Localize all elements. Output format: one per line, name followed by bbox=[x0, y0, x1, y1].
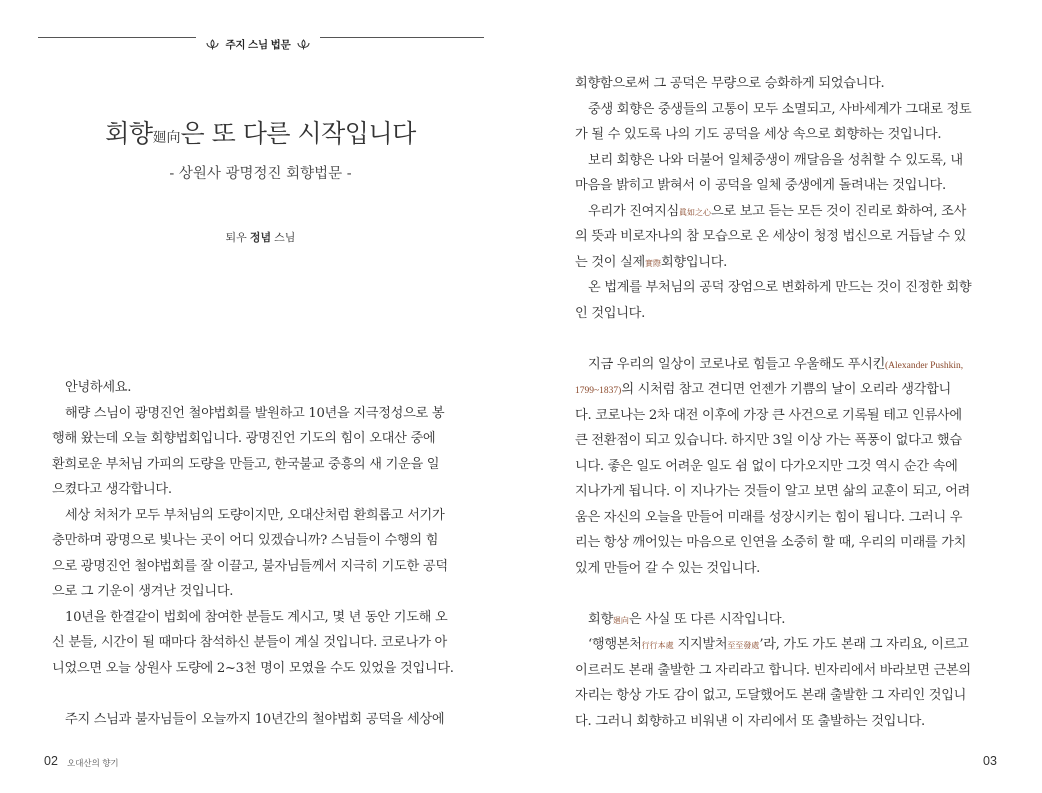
right-page bbox=[521, 0, 1042, 793]
text-line: 자리는 항상 가도 감이 없고, 도달했어도 본래 출발한 그 자리인 것입니 bbox=[575, 688, 967, 703]
text-line: 행해 왔는데 오늘 회향법회입니다. 광명진언 기도의 힘이 오대산 중에 bbox=[52, 431, 436, 446]
author-prefix: 퇴우 bbox=[225, 232, 250, 244]
paragraph-gap bbox=[575, 581, 991, 607]
text-line: 10년을 한결같이 법회에 참여한 분들도 계시고, 몇 년 동안 기도해 오 bbox=[65, 609, 448, 625]
text-line: 인 것입니다. bbox=[575, 305, 645, 321]
author-name: 정념 bbox=[249, 232, 272, 244]
text-line: 마음을 밝히고 밝혀서 이 공덕을 일체 중생에게 돌려내는 것입니다. bbox=[575, 178, 946, 193]
text-line: 있게 만들어 갈 수 있는 것입니다. bbox=[575, 560, 761, 576]
text-line: 큰 전환점이 되고 있습니다. 하지만 3일 이상 가는 폭풍이 없다고 했습 bbox=[575, 433, 962, 448]
left-body-text bbox=[52, 375, 470, 732]
text-line: 이르러도 본래 출발한 그 자리라고 합니다. 빈자리에서 바라보면 근본의 bbox=[575, 662, 971, 678]
text-line: 신 분들, 시간이 될 때마다 참석하신 분들이 계실 것입니다. 코로나가 아 bbox=[52, 635, 447, 650]
text-line: 니다. 좋은 일도 어려운 일도 쉼 없이 다가오지만 그것 역시 순간 속에 bbox=[575, 458, 958, 474]
hanja-annotation: 廻向 bbox=[612, 615, 629, 625]
text-line: 안녕하세요. bbox=[65, 380, 132, 395]
page-title bbox=[0, 114, 521, 150]
text-line bbox=[575, 607, 991, 633]
text-run: 회향 bbox=[588, 611, 613, 627]
lotus-icon bbox=[297, 39, 310, 50]
page-title-part: 회향 bbox=[105, 119, 153, 148]
publication-name: 오대산의 향기 bbox=[67, 758, 119, 768]
text-run: 으로 보고 듣는 모든 것이 진리로 화하여, 조사 bbox=[710, 203, 967, 219]
name-annotation: 1799~1837) bbox=[575, 386, 622, 396]
text-run: 지금 우리의 일상이 코로나로 힘들고 우울해도 푸시킨 bbox=[588, 356, 886, 372]
paragraph-gap bbox=[52, 681, 470, 707]
hanja-annotation: 至至發處 bbox=[727, 641, 760, 650]
right-body-text bbox=[575, 71, 991, 734]
text-line bbox=[575, 377, 991, 403]
text-run: ’라, 가도 가도 본래 그 자리요, 이르고 bbox=[759, 637, 969, 652]
section-header-title: 주지 스님 법문 bbox=[225, 38, 291, 51]
text-line bbox=[575, 199, 991, 225]
page-title-part: 은 또 다른 시작입니다 bbox=[180, 119, 416, 148]
hanja-annotation: 實際 bbox=[644, 258, 661, 268]
page-number-right: 03 bbox=[983, 754, 997, 768]
text-line: 의 뜻과 비로자나의 참 모습으로 온 세상이 청정 법신으로 거듭날 수 있 bbox=[575, 229, 967, 244]
text-line: 해량 스님이 광명진언 철야법회를 발원하고 10년을 지극정성으로 봉 bbox=[65, 405, 445, 421]
page-subtitle: - 상원사 광명정진 회향법문 - bbox=[169, 166, 352, 182]
text-line: 움은 자신의 오늘을 만들어 미래를 성장시키는 힘이 됩니다. 그러니 우 bbox=[575, 509, 963, 525]
lotus-icon bbox=[206, 39, 219, 50]
text-line: 가 될 수 있도록 나의 기도 공덕을 세상 속으로 회향하는 것입니다. bbox=[575, 127, 942, 142]
paragraph-gap bbox=[575, 326, 991, 352]
text-line: 온 법계를 부처님의 공덕 장엄으로 변화하게 만드는 것이 진정한 회향 bbox=[588, 280, 972, 295]
text-line: 으켰다고 생각합니다. bbox=[52, 482, 172, 497]
page-title-hanja: 廻向 bbox=[152, 130, 181, 146]
text-run: ‘행행본처 bbox=[588, 637, 642, 652]
text-line: 주지 스님과 불자님들이 오늘까지 10년간의 철야법회 공덕을 세상에 bbox=[65, 711, 445, 727]
text-line: 세상 처처가 모두 부처님의 도량이지만, 오대산처럼 환희롭고 서기가 bbox=[65, 507, 445, 523]
author-suffix: 스님 bbox=[271, 232, 296, 244]
text-run: 우리가 진여지심 bbox=[588, 203, 679, 219]
text-line: 니었으면 오늘 상원사 도량에 2~3천 명이 모였을 수도 있었을 것입니다. bbox=[52, 660, 454, 676]
text-run: 의 시처럼 참고 견디면 언젠가 기쁨의 날이 오리라 생각합니 bbox=[621, 382, 951, 397]
text-line: 으로 그 기운이 생겨난 것입니다. bbox=[52, 584, 234, 599]
text-line: 보리 회향은 나와 더불어 일체중생이 깨달음을 성취할 수 있도록, 내 bbox=[588, 152, 963, 168]
text-line: 회향함으로써 그 공덕은 무량으로 승화하게 되었습니다. bbox=[575, 76, 885, 91]
text-line: 충만하며 광명으로 빛나는 곳이 어디 있겠습니까? 스님들이 수행의 힘 bbox=[52, 533, 439, 548]
text-line: 다. 코로나는 2차 대전 이후에 가장 큰 사건으로 기록될 테고 인류사에 bbox=[575, 407, 962, 423]
text-run: 은 사실 또 다른 시작입니다. bbox=[628, 611, 786, 627]
text-line: 환희로운 부처님 가피의 도량을 만들고, 한국불교 중흥의 새 기운을 일 bbox=[52, 456, 440, 472]
author-byline bbox=[0, 229, 521, 245]
text-line: 다. 그러니 회향하고 비워낸 이 자리에서 또 출발하는 것입니다. bbox=[575, 713, 925, 729]
text-line bbox=[575, 250, 991, 276]
text-line bbox=[575, 632, 991, 658]
text-line: 중생 회향은 중생들의 고통이 모두 소멸되고, 사바세계가 그대로 정토 bbox=[588, 101, 972, 117]
text-line: 지나가게 됩니다. 이 지나가는 것들이 알고 보면 삶의 교훈이 되고, 어려 bbox=[575, 484, 970, 499]
text-run: 는 것이 실제 bbox=[575, 254, 645, 270]
hanja-annotation: 行行本處 bbox=[641, 641, 674, 650]
name-annotation: (Alexander Pushkin, bbox=[885, 360, 964, 371]
text-line: 으로 광명진언 철야법회를 잘 이끌고, 불자님들께서 지극히 기도한 공덕 bbox=[52, 558, 448, 574]
text-run: 회향입니다. bbox=[660, 254, 728, 270]
text-line: 리는 항상 깨어있는 마음으로 인연을 소중히 할 때, 우리의 미래를 가치 bbox=[575, 535, 967, 550]
section-header bbox=[196, 36, 320, 52]
page-number-left: 02 bbox=[44, 754, 58, 768]
text-line bbox=[575, 352, 991, 378]
text-run: 지지발처 bbox=[673, 637, 728, 652]
hanja-annotation: 眞如之心 bbox=[678, 207, 711, 217]
